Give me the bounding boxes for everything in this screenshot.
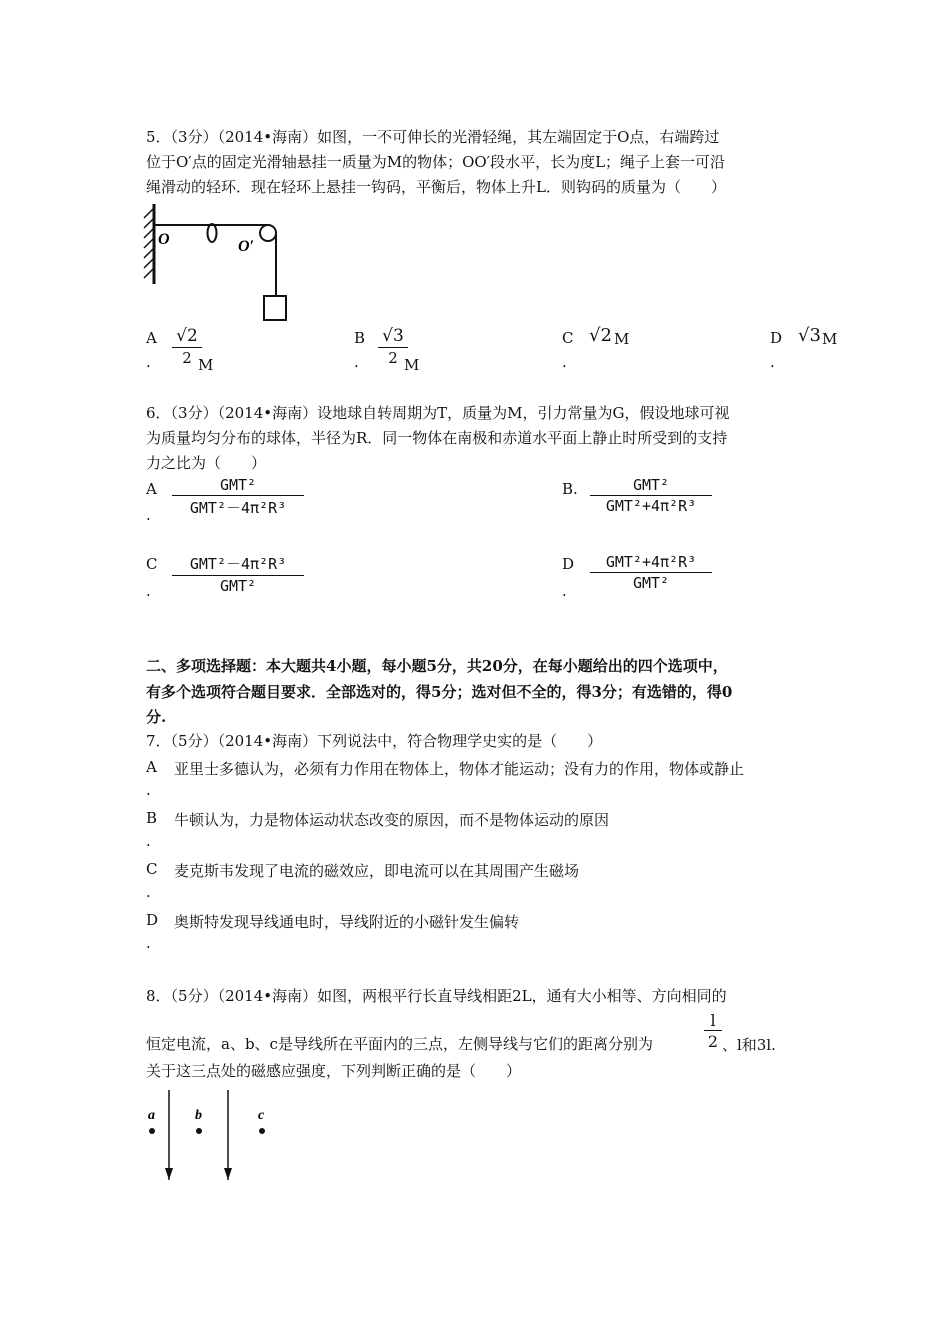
option-root: √3 bbox=[798, 325, 821, 346]
q6-stem-line-1: 6．（3分）（2014•海南）设地球自转周期为T，质量为M，引力常量为G，假设地球可视 bbox=[146, 404, 730, 422]
q6-a-fraction: GMT² GMT²－4π²R³ bbox=[172, 476, 304, 518]
option-text: 亚里士多德认为，必须有力作用在物体上，物体才能运动；没有力的作用，物体或静止 bbox=[174, 760, 745, 778]
q5-b-fraction: $\frac{√3}{2}$ bbox=[378, 326, 408, 367]
option-letter: C bbox=[146, 860, 158, 878]
option-dot: . bbox=[354, 353, 359, 371]
option-dot: . bbox=[770, 353, 775, 371]
q6-b-fraction: GMT² GMT²+4π²R³ bbox=[590, 476, 712, 515]
q5-pulley-figure bbox=[140, 200, 300, 326]
option-dot: . bbox=[146, 506, 151, 524]
option-letter: C bbox=[146, 555, 158, 573]
option-letter: B. bbox=[562, 480, 578, 498]
q6-stem-line-3: 力之比为（ ） bbox=[146, 454, 267, 472]
option-dot: . bbox=[146, 883, 151, 901]
option-letter: B bbox=[146, 809, 158, 827]
q8-stem-line-1: 8．（5分）（2014•海南）如图，两根平行长直导线相距2L，通有大小相等、方向相同的 bbox=[146, 987, 727, 1005]
option-text: 奥斯特发现导线通电时，导线附近的小磁针发生偏转 bbox=[174, 913, 520, 931]
option-letter: C bbox=[562, 329, 574, 347]
section2-line-1: 二、多项选择题：本大题共4小题，每小题5分，共20分，在每小题给出的四个选项中， bbox=[146, 657, 728, 675]
q5-stem-line-2: 位于O′点的固定光滑轴悬挂一质量为M的物体；OO′段水平，长为度L；绳子上套一可沿 bbox=[146, 153, 726, 171]
option-suffix: M bbox=[404, 356, 420, 374]
q8-line2-pre: 恒定电流，a、b、c是导线所在平面内的三点，左侧导线与它们的距离分别为 bbox=[146, 1035, 653, 1053]
label-b: b bbox=[195, 1108, 202, 1123]
q8-stem-line-2 bbox=[146, 1034, 653, 1054]
option-suffix: M bbox=[198, 356, 214, 374]
point-a bbox=[149, 1128, 155, 1134]
option-text: 麦克斯韦发现了电流的磁效应，即电流可以在其周围产生磁场 bbox=[174, 862, 580, 880]
point-b bbox=[196, 1128, 202, 1134]
section2-line-3: 分. bbox=[146, 708, 167, 726]
q8-stem-line-3: 关于这三点处的磁感应强度，下列判断正确的是（ ） bbox=[146, 1062, 522, 1080]
q8-line2-post: 、l和3l. bbox=[722, 1036, 776, 1054]
option-dot: . bbox=[146, 832, 151, 850]
pulley-wheel bbox=[260, 225, 276, 241]
label-a: a bbox=[148, 1108, 155, 1123]
option-letter: D bbox=[562, 555, 575, 573]
option-dot: . bbox=[146, 582, 151, 600]
option-letter: D bbox=[146, 911, 159, 929]
option-letter: D bbox=[770, 329, 783, 347]
option-text: 牛顿认为，力是物体运动状态改变的原因，而不是物体运动的原因 bbox=[174, 811, 610, 829]
q8-wires-figure bbox=[140, 1090, 280, 1190]
label-o: O bbox=[158, 231, 170, 248]
q6-stem-line-2: 为质量均匀分布的球体，半径为R．同一物体在南极和赤道水平面上静止时所受到的支持 bbox=[146, 429, 728, 447]
q5-stem-line-3: 绳滑动的轻环．现在轻环上悬挂一钩码，平衡后，物体上升L．则钩码的质量为（ ） bbox=[146, 178, 726, 196]
option-letter: A bbox=[146, 480, 157, 498]
option-dot: . bbox=[562, 353, 567, 371]
option-letter: B bbox=[354, 329, 366, 347]
option-dot: . bbox=[146, 934, 151, 952]
section2-line-2: 有多个选项符合题目要求．全部选对的，得5分；选对但不全的，得3分；有选错的，得0 bbox=[146, 683, 733, 701]
point-c bbox=[259, 1128, 265, 1134]
option-suffix: M bbox=[614, 330, 630, 348]
option-suffix: M bbox=[822, 330, 838, 348]
option-dot: . bbox=[146, 781, 151, 799]
option-dot: . bbox=[562, 582, 567, 600]
label-o-prime: O′ bbox=[238, 238, 255, 255]
q7-stem: 7．（5分）（2014•海南）下列说法中，符合物理学史实的是（ ） bbox=[146, 732, 603, 750]
left-wire-arrow bbox=[165, 1168, 173, 1180]
option-dot: . bbox=[146, 353, 151, 371]
option-root: √2 bbox=[589, 325, 612, 346]
q5-stem-line-1: 5．（3分）（2014•海南）如图，一不可伸长的光滑轻绳，其左端固定于O点，右端跨过 bbox=[146, 128, 720, 146]
label-c: c bbox=[258, 1108, 265, 1123]
option-letter: A bbox=[146, 329, 157, 347]
right-wire-arrow bbox=[224, 1168, 232, 1180]
hanging-mass bbox=[264, 296, 286, 320]
option-letter: A bbox=[146, 758, 157, 776]
q6-d-fraction: GMT²+4π²R³ GMT² bbox=[590, 553, 712, 592]
q6-c-fraction: GMT²－4π²R³ GMT² bbox=[172, 553, 304, 595]
q8-half-fraction: $\frac{l}{2}$ bbox=[704, 1011, 722, 1051]
q5-a-fraction: $\frac{√2}{2}$ bbox=[172, 326, 202, 367]
light-ring bbox=[208, 224, 217, 242]
